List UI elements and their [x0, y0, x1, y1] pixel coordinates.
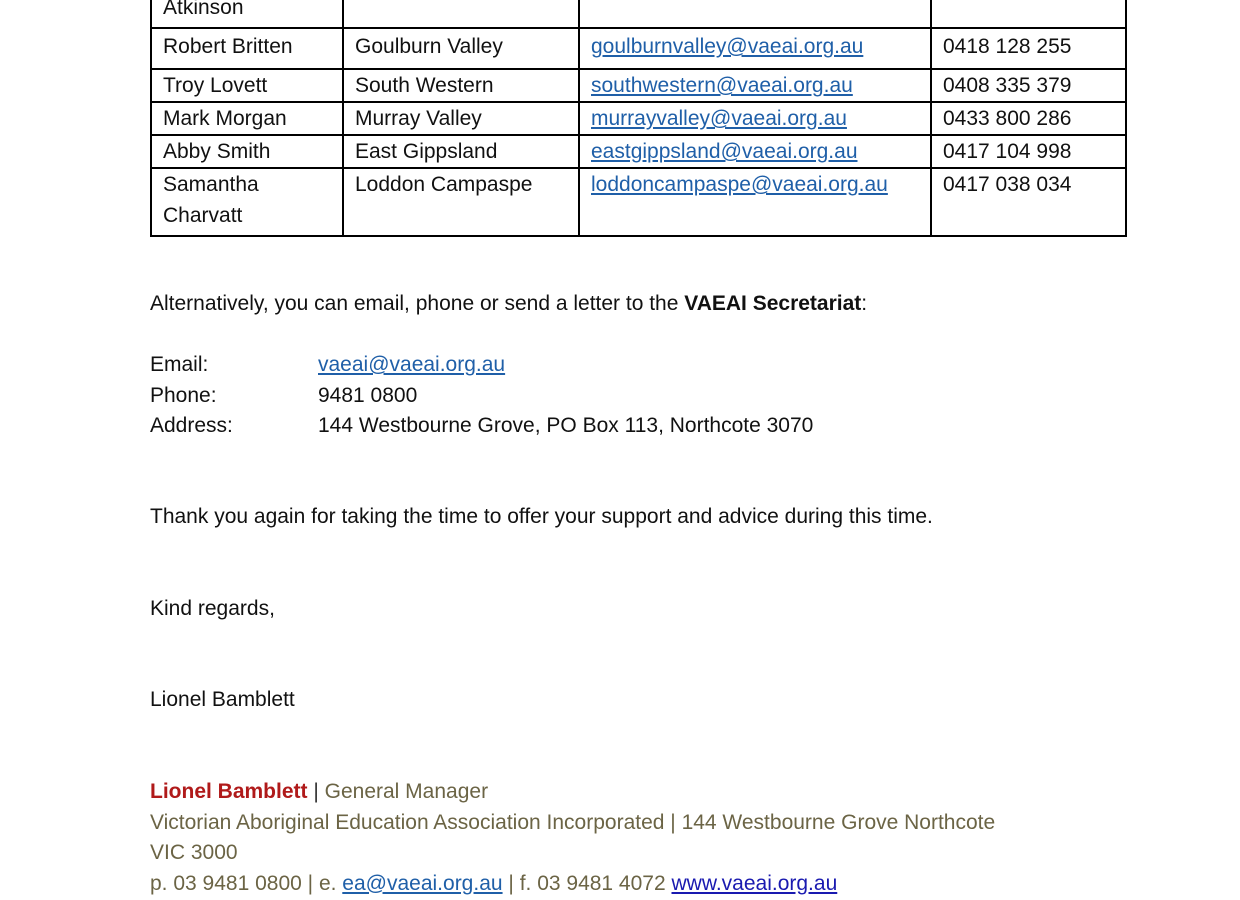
address-row [150, 411, 813, 442]
closing-text: Kind regards, [150, 597, 275, 620]
email-link-east-gippsland[interactable]: eastgippsland@vaeai.org.au [591, 140, 858, 163]
contact-details [150, 350, 813, 442]
signed-name: Lionel Bamblett [150, 688, 295, 711]
cell-phone [931, 0, 1126, 28]
signature-title: General Manager [324, 780, 489, 803]
email-link-murray-valley[interactable]: murrayvalley@vaeai.org.au [591, 107, 847, 130]
cell-name: Abby Smith [151, 135, 343, 168]
phone-value: 9481 0800 [318, 383, 418, 407]
cell-region [343, 0, 579, 28]
thanks-paragraph: Thank you again for taking the time to offer your support and advice during this time. [150, 505, 933, 528]
signature-separator: | [307, 780, 325, 803]
address-label: Address: [150, 414, 233, 437]
table-row [151, 102, 1126, 135]
address-value: 144 Westbourne Grove, PO Box 113, Northcote 3070 [318, 414, 814, 437]
signature-name: Lionel Bamblett [150, 780, 308, 803]
cell-phone: 0408 335 379 [931, 69, 1126, 102]
signature-email-link[interactable]: ea@vaeai.org.au [342, 871, 503, 895]
cell-region: South Western [343, 69, 579, 102]
cell-name: Atkinson [151, 0, 343, 28]
cell-phone: 0433 800 286 [931, 102, 1126, 135]
cell-name: Mark Morgan [151, 102, 343, 135]
cell-name: Samantha Charvatt [151, 168, 343, 236]
signature-separator: | [502, 871, 520, 895]
cell-name: Troy Lovett [151, 69, 343, 102]
cell-phone: 0417 104 998 [931, 135, 1126, 168]
cell-email [579, 69, 931, 102]
email-row [150, 350, 813, 381]
secretariat-label: VAEAI Secretariat [684, 292, 862, 315]
signature-separator: | [301, 871, 319, 895]
cell-email [579, 135, 931, 168]
phone-row [150, 381, 813, 412]
secretariat-email-link[interactable]: vaeai@vaeai.org.au [318, 353, 506, 376]
table-row [151, 0, 1126, 28]
cell-email [579, 168, 931, 236]
phone-label: Phone: [150, 383, 217, 407]
table-row [151, 69, 1126, 102]
cell-region: Loddon Campaspe [343, 168, 579, 236]
signature-phone: p. 03 9481 0800 [150, 871, 302, 895]
cell-name: Robert Britten [151, 28, 343, 69]
intro-paragraph [150, 289, 867, 319]
cell-phone: 0417 038 034 [931, 168, 1126, 236]
email-link-goulburn-valley[interactable]: goulburnvalley@vaeai.org.au [591, 35, 864, 58]
intro-text: Alternatively, you can email, phone or send a letter to the [150, 292, 685, 315]
cell-email [579, 102, 931, 135]
cell-email [579, 0, 931, 28]
cell-region: Murray Valley [343, 102, 579, 135]
signature-org-line: Victorian Aboriginal Education Association Incorporated | 144 Westbourne Grove Northcote [150, 810, 996, 834]
contacts-table [150, 0, 1127, 237]
cell-email [579, 28, 931, 69]
cell-region: Goulburn Valley [343, 28, 579, 69]
table-row [151, 135, 1126, 168]
email-link-south-western[interactable]: southwestern@vaeai.org.au [591, 74, 853, 97]
website-link[interactable]: www.vaeai.org.au [671, 871, 838, 895]
email-label: Email: [150, 353, 209, 376]
table-row [151, 168, 1126, 236]
intro-end: : [861, 292, 868, 315]
signature-fax: f. 03 9481 4072 [519, 871, 666, 895]
signature-email-prefix: e. [318, 871, 343, 895]
signature-contact-line [150, 869, 995, 900]
email-link-loddon-campaspe[interactable]: loddoncampaspe@vaeai.org.au [591, 173, 888, 196]
signature-org-line-2: VIC 3000 [150, 841, 238, 864]
signature-line-1 [150, 777, 995, 808]
email-signature [150, 777, 995, 899]
cell-phone: 0418 128 255 [931, 28, 1126, 69]
table-row [151, 28, 1126, 69]
cell-region: East Gippsland [343, 135, 579, 168]
